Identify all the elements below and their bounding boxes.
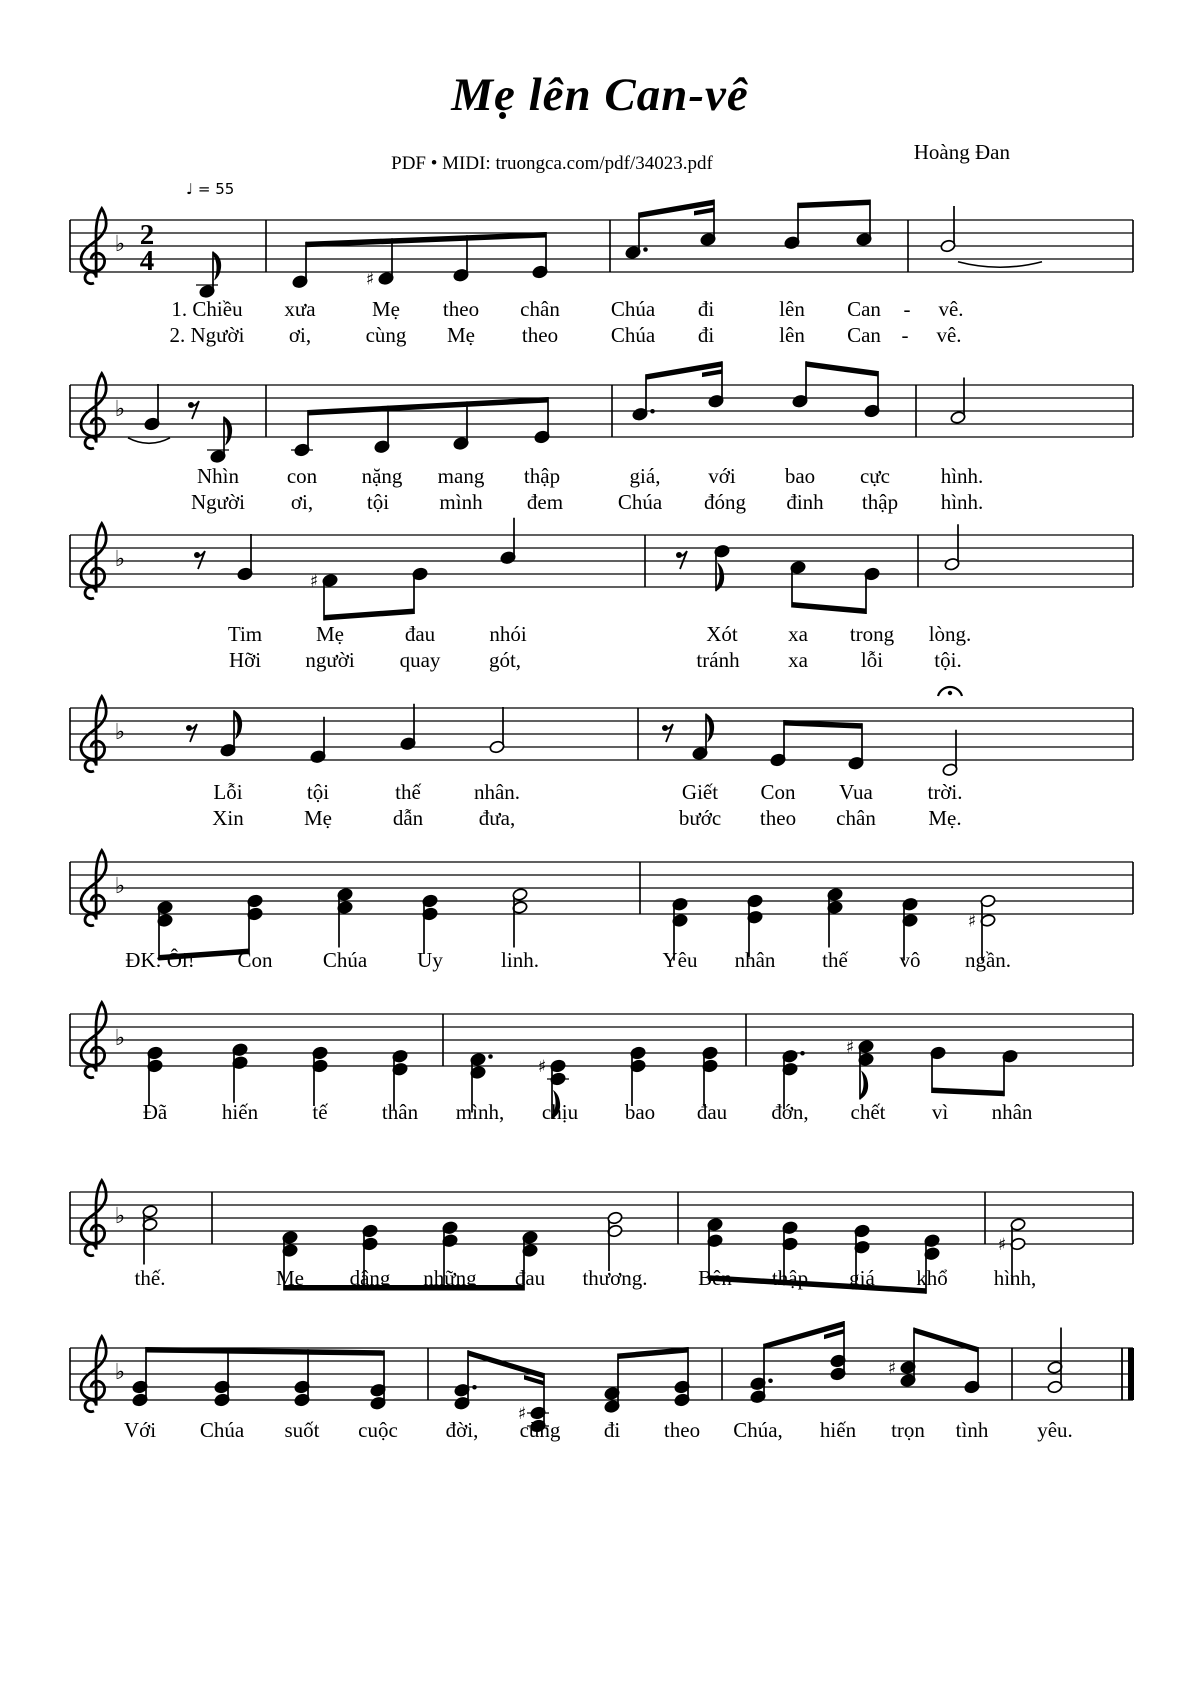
lyric-word: vê. [936, 323, 962, 347]
lyric-word: nặng [361, 464, 403, 488]
lyric-word: tế [312, 1100, 328, 1124]
lyric-word: bao [784, 464, 816, 488]
accidental-sharp-icon: ♯ [887, 1358, 897, 1379]
lyric-word: tội. [934, 648, 962, 672]
lyric-word: con [286, 464, 318, 488]
lyric-word: Mẹ [276, 1266, 304, 1290]
lyric-word: Vua [839, 780, 873, 804]
lyric-word: thế. [134, 1266, 166, 1290]
lyric-word: ơi, [290, 490, 314, 514]
lyric-word: hiến [819, 1418, 857, 1442]
eighth-flag-icon [234, 710, 242, 739]
quarter-note-icon: ♩ [186, 180, 194, 198]
lyrics-line-s8-v1 [0, 1418, 1200, 1444]
lyric-word: dâng [349, 1266, 391, 1290]
lyric-word: Nhìn [197, 464, 239, 488]
lyric-word: - [901, 323, 909, 347]
tie-slur [958, 262, 1042, 268]
lyric-word: thế [395, 780, 421, 804]
lyric-word: xa [788, 622, 808, 646]
key-signature-flat-icon: ♭ [114, 397, 126, 422]
lyrics-line-s6-v1 [0, 1100, 1200, 1126]
lyric-word: trong [849, 622, 895, 646]
lyric-word: tội [366, 490, 390, 514]
lyric-word: Chúa [610, 323, 656, 347]
lyric-word: Can [847, 297, 881, 321]
accidental-sharp-icon: ♯ [845, 1037, 855, 1058]
lyric-word: nhói [489, 622, 527, 646]
tie-slur [128, 438, 170, 444]
lyric-word: chết [850, 1100, 886, 1124]
lyrics-line-s3-v2 [0, 648, 1200, 674]
lyric-word: theo [759, 806, 797, 830]
augmentation-dot [488, 1054, 493, 1059]
sixteenth-beam [702, 369, 722, 377]
lyric-word: mang [437, 464, 485, 488]
lyric-word: nhân [991, 1100, 1033, 1124]
lyric-word: Người [191, 490, 245, 514]
lyric-word: Với [123, 1418, 157, 1442]
lyric-word: khổ [916, 1266, 948, 1290]
beam [646, 361, 722, 380]
augmentation-dot [800, 1051, 805, 1056]
lyrics-line-s1-v2 [0, 323, 1200, 349]
lyric-word: Đã [142, 1100, 168, 1124]
lyric-word: bước [678, 806, 722, 830]
lyric-word: bao [624, 1100, 656, 1124]
lyric-word: vì [931, 1100, 949, 1124]
augmentation-dot [643, 247, 648, 252]
lyric-word: chân [520, 297, 560, 321]
lyric-word: Giết [681, 780, 719, 804]
lyric-word: vô [899, 948, 921, 972]
eighth-flag-icon [213, 252, 221, 281]
lyric-word: vê. [938, 297, 964, 321]
lyric-word: hình. [940, 464, 984, 488]
lyric-word: những [423, 1266, 477, 1290]
staff-system-8 [70, 1321, 1134, 1433]
lyric-word: đem [526, 490, 564, 514]
key-signature-flat-icon: ♭ [114, 1026, 126, 1051]
staff-system-1 [70, 200, 1133, 299]
beam [932, 1088, 1004, 1097]
lyric-word: tội [306, 780, 330, 804]
beam [806, 361, 878, 376]
lyric-word: cực [859, 464, 891, 488]
beam [792, 602, 866, 614]
lyric-word: hiến [221, 1100, 259, 1124]
lyric-word: theo [442, 297, 480, 321]
lyric-word: suốt [284, 1418, 320, 1442]
lyric-word: đưa, [478, 806, 516, 830]
lyric-word: thập [861, 490, 899, 514]
eighth-flag-icon [706, 714, 714, 743]
beam [914, 1328, 978, 1353]
lyric-word: cùng [365, 323, 407, 347]
augmentation-dot [472, 1385, 477, 1390]
lyric-word: Hỡi [228, 648, 262, 672]
beam [308, 397, 548, 416]
lyric-word: người [305, 648, 355, 672]
augmentation-dot [768, 1378, 773, 1383]
lyric-word: đau [514, 1266, 546, 1290]
lyric-word: thập [771, 1266, 809, 1290]
key-signature-flat-icon: ♭ [114, 232, 126, 257]
lyric-word: thập [523, 464, 561, 488]
staff-system-3 [70, 518, 1133, 621]
lyric-word: Xin [212, 806, 244, 830]
lyric-word: Mẹ. [928, 806, 962, 830]
lyric-word: đóng [704, 490, 746, 514]
lyric-word: đinh [786, 490, 824, 514]
lyric-word: Yêu [662, 948, 698, 972]
lyric-word: lỗi [860, 648, 884, 672]
lyrics-line-s2-v2 [0, 490, 1200, 516]
staff-system-4 [70, 687, 1133, 777]
lyric-word: gót, [488, 648, 522, 672]
beam [639, 200, 714, 219]
lyric-word: xa [788, 648, 808, 672]
lyrics-line-s3-v1 [0, 622, 1200, 648]
lyric-word: đi [603, 1418, 621, 1442]
pdf-midi-link-line: PDF • MIDI: truongca.com/pdf/34023.pdf [391, 153, 713, 174]
lyric-word: giá [849, 1266, 875, 1290]
lyric-word: - [903, 297, 911, 321]
lyric-word: Tim [227, 622, 263, 646]
lyric-word: Con [760, 780, 796, 804]
lyric-word: hình. [940, 490, 984, 514]
lyric-word: nhân. [473, 780, 521, 804]
lyric-word: nhân [734, 948, 776, 972]
lyric-word: Chúa [322, 948, 368, 972]
lyric-word: Mẹ [304, 806, 332, 830]
lyric-word: trọn [891, 1418, 925, 1442]
lyric-word: dẫn [392, 806, 424, 830]
lyric-word: thế [822, 948, 848, 972]
lyric-word: Mẹ [447, 323, 475, 347]
lyrics-line-s1-v1 [0, 297, 1200, 323]
lyric-word: tránh [696, 648, 740, 672]
lyric-word: đau [696, 1100, 728, 1124]
lyric-word: yêu. [1037, 1418, 1073, 1442]
lyric-word: lên [779, 297, 805, 321]
lyric-word: Con [237, 948, 273, 972]
lyric-word: Lỗi [213, 780, 243, 804]
lyric-word: Xót [706, 622, 738, 646]
lyric-word: 1. Chiều [171, 297, 243, 321]
tempo-bpm: = 55 [197, 180, 235, 198]
lyric-word: với [708, 464, 736, 488]
lyric-word: quay [399, 648, 441, 672]
lyric-word: tình [955, 1418, 989, 1442]
lyric-word: mình [439, 490, 483, 514]
lyric-word: ơi, [288, 323, 312, 347]
song-title: Mẹ lên Can-vê [451, 69, 749, 121]
lyric-word: đớn, [771, 1100, 809, 1124]
staff-system-2 [70, 361, 1133, 463]
lyric-word: theo [663, 1418, 701, 1442]
eighth-flag-icon [860, 1071, 868, 1100]
accidental-sharp-icon: ♯ [309, 571, 319, 592]
lyric-word: trời. [927, 780, 963, 804]
staff-system-5 [70, 851, 1133, 961]
key-signature-flat-icon: ♭ [114, 874, 126, 899]
lyric-word: Chúa [610, 297, 656, 321]
accidental-sharp-icon: ♯ [537, 1057, 547, 1077]
lyric-word: 2. Người [169, 323, 245, 347]
lyric-word: lòng. [928, 622, 972, 646]
lyric-word: lên [779, 323, 805, 347]
lyric-word: Uy [417, 948, 443, 972]
composer-name: Hoàng Đan [913, 140, 1010, 164]
lyric-word: đi [697, 323, 715, 347]
lyric-word: Chúa [617, 490, 663, 514]
lyric-word: đau [404, 622, 436, 646]
augmentation-dot [650, 409, 655, 414]
lyric-word: đời, [445, 1418, 479, 1442]
lyric-word: giá, [629, 464, 661, 488]
lyric-word: Chúa, [733, 1418, 783, 1442]
accidental-sharp-icon: ♯ [517, 1404, 527, 1424]
lyric-word: ngần. [964, 948, 1012, 972]
lyric-word: hình, [993, 1266, 1037, 1290]
lyric-word: xưa [284, 297, 316, 321]
lyric-word: cuộc [358, 1418, 398, 1442]
lyric-word: Mẹ [372, 297, 400, 321]
time-signature-denominator: 4 [139, 245, 155, 277]
key-signature-flat-icon: ♭ [114, 1204, 126, 1229]
lyric-word: theo [521, 323, 559, 347]
lyric-word: ĐK: Ôi! [125, 948, 195, 972]
beam [798, 200, 870, 209]
lyric-word: cùng [519, 1418, 561, 1442]
lyrics-line-s5-v1 [0, 948, 1200, 974]
beam [306, 232, 546, 247]
lyric-word: chịu [541, 1100, 579, 1124]
lyric-word: Can [847, 323, 881, 347]
lyric-word: Chúa [199, 1418, 245, 1442]
eighth-flag-icon [224, 417, 232, 446]
accidental-sharp-icon: ♯ [365, 269, 375, 290]
sixteenth-beam [694, 208, 714, 216]
lyric-word: Mẹ [316, 622, 344, 646]
lyrics-line-s4-v1 [0, 780, 1200, 806]
key-signature-flat-icon: ♭ [114, 720, 126, 745]
lyrics-line-s2-v1 [0, 464, 1200, 490]
lyric-word: Bên [698, 1266, 732, 1290]
lyric-word: chân [836, 806, 876, 830]
lyrics-line-s4-v2 [0, 806, 1200, 832]
beam [618, 1347, 688, 1359]
final-barline-thick [1128, 1348, 1134, 1400]
fermata-icon [948, 691, 952, 695]
lyric-word: linh. [501, 948, 539, 972]
beam [324, 609, 414, 621]
key-signature-flat-icon: ♭ [114, 1360, 126, 1385]
time-signature-numerator: 2 [139, 219, 155, 251]
key-signature-flat-icon: ♭ [114, 547, 126, 572]
lyric-word: thương. [582, 1266, 648, 1290]
accidental-sharp-icon: ♯ [967, 911, 977, 932]
lyric-word: thân [381, 1100, 419, 1124]
lyric-word: mình, [455, 1100, 505, 1124]
accidental-sharp-icon: ♯ [997, 1235, 1007, 1255]
lyric-word: đi [697, 297, 715, 321]
lyrics-line-s7-v1 [0, 1266, 1200, 1292]
